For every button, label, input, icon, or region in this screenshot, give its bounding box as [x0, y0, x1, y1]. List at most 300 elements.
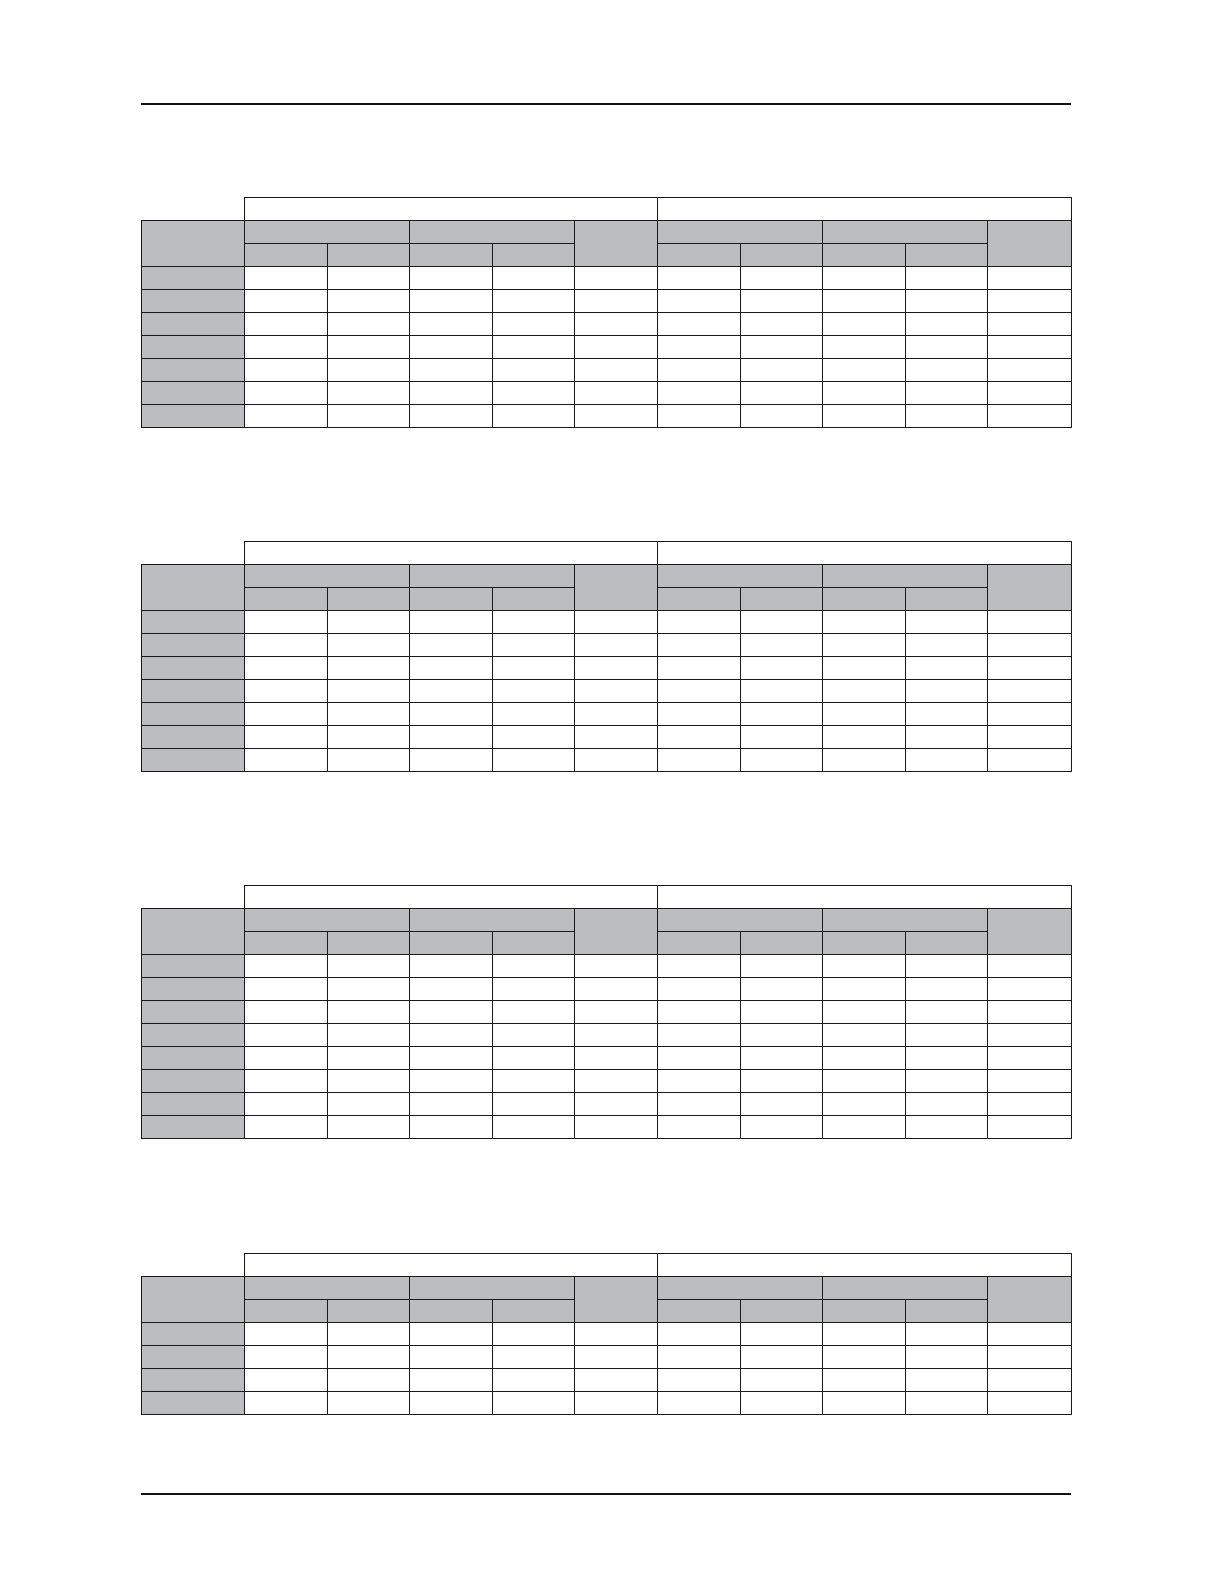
table-cell: [741, 267, 823, 290]
table-cell: [741, 1024, 823, 1047]
table-cell: [575, 703, 658, 726]
table-cell: [493, 680, 575, 703]
column-header: [741, 244, 823, 267]
subgroup-header: [823, 1277, 988, 1300]
table-cell: [988, 1001, 1072, 1024]
table-cell: [245, 1001, 328, 1024]
row-label: [142, 634, 245, 657]
group-header-left: [245, 542, 658, 565]
table-cell: [245, 657, 328, 680]
table-cell: [575, 336, 658, 359]
table-row: [142, 267, 1072, 290]
table-cell: [410, 313, 493, 336]
table-cell: [410, 1116, 493, 1139]
table-cell: [988, 1369, 1072, 1392]
table-cell: [988, 359, 1072, 382]
table-cell: [575, 978, 658, 1001]
table-cell: [410, 267, 493, 290]
table-row: [142, 1116, 1072, 1139]
column-header: [245, 244, 328, 267]
group-header-right: [658, 198, 1072, 221]
table-cell: [245, 267, 328, 290]
row-label-header: [142, 221, 245, 267]
group-header-row: [142, 198, 1072, 221]
table-cell: [823, 313, 906, 336]
row-label: [142, 382, 245, 405]
table-cell: [988, 1116, 1072, 1139]
column-header: [328, 244, 410, 267]
subgroup-header: [245, 1277, 410, 1300]
table-cell: [823, 1001, 906, 1024]
table-cell: [906, 1369, 988, 1392]
subgroup-header-row: [142, 565, 1072, 588]
row-label-header: [142, 909, 245, 955]
table-cell: [988, 1047, 1072, 1070]
table-cell: [493, 336, 575, 359]
table-row: [142, 726, 1072, 749]
table-cell: [410, 749, 493, 772]
table-cell: [245, 955, 328, 978]
table-cell: [988, 978, 1072, 1001]
total-header-right: [988, 221, 1072, 267]
column-header: [328, 588, 410, 611]
table-cell: [906, 749, 988, 772]
table-cell: [741, 1001, 823, 1024]
table-cell: [741, 634, 823, 657]
table-cell: [245, 336, 328, 359]
table-cell: [493, 405, 575, 428]
table-cell: [988, 267, 1072, 290]
table-row: [142, 1392, 1072, 1415]
data-table-2: [141, 541, 1072, 772]
subgroup-header: [410, 909, 575, 932]
table-cell: [328, 978, 410, 1001]
table-cell: [906, 611, 988, 634]
table-cell: [823, 634, 906, 657]
column-header: [658, 932, 741, 955]
table-cell: [328, 1369, 410, 1392]
table-cell: [988, 1346, 1072, 1369]
subgroup-header: [658, 1277, 823, 1300]
table-cell: [988, 726, 1072, 749]
column-header: [906, 588, 988, 611]
table-cell: [493, 1024, 575, 1047]
table-cell: [741, 405, 823, 428]
table-cell: [906, 726, 988, 749]
table-row: [142, 1323, 1072, 1346]
table-cell: [575, 1369, 658, 1392]
table-cell: [658, 703, 741, 726]
table-cell: [906, 336, 988, 359]
row-label: [142, 1001, 245, 1024]
table-cell: [741, 1070, 823, 1093]
table-cell: [493, 726, 575, 749]
table-row: [142, 1047, 1072, 1070]
table-cell: [906, 657, 988, 680]
table-cell: [658, 382, 741, 405]
table-cell: [906, 1323, 988, 1346]
table-cell: [823, 405, 906, 428]
table-cell: [575, 955, 658, 978]
table-cell: [493, 1369, 575, 1392]
table-cell: [988, 703, 1072, 726]
table-cell: [741, 1323, 823, 1346]
table-row: [142, 405, 1072, 428]
table-cell: [906, 382, 988, 405]
table-cell: [493, 955, 575, 978]
row-label: [142, 290, 245, 313]
table-cell: [823, 382, 906, 405]
column-header: [906, 244, 988, 267]
subgroup-header: [410, 221, 575, 244]
column-header: [658, 1300, 741, 1323]
table-row: [142, 703, 1072, 726]
group-header-left: [245, 198, 658, 221]
table-cell: [658, 749, 741, 772]
table-cell: [658, 313, 741, 336]
column-header: [823, 588, 906, 611]
table-cell: [575, 313, 658, 336]
table-cell: [823, 267, 906, 290]
table-cell: [410, 1346, 493, 1369]
table-cell: [741, 313, 823, 336]
table-cell: [823, 657, 906, 680]
table-cell: [328, 634, 410, 657]
table-cell: [410, 1024, 493, 1047]
table-cell: [741, 1093, 823, 1116]
column-header: [410, 244, 493, 267]
table-cell: [658, 611, 741, 634]
table-cell: [575, 267, 658, 290]
table-cell: [328, 1093, 410, 1116]
table-cell: [245, 359, 328, 382]
table-cell: [575, 359, 658, 382]
table-cell: [906, 1001, 988, 1024]
table-cell: [575, 382, 658, 405]
table-cell: [493, 382, 575, 405]
table-cell: [741, 657, 823, 680]
total-header-left: [575, 221, 658, 267]
table-cell: [245, 1093, 328, 1116]
table-cell: [906, 405, 988, 428]
total-header-right: [988, 1277, 1072, 1323]
table-row: [142, 657, 1072, 680]
total-header-left: [575, 909, 658, 955]
table-cell: [741, 1369, 823, 1392]
group-header-row: [142, 1254, 1072, 1277]
column-header: [906, 932, 988, 955]
row-label: [142, 359, 245, 382]
table-cell: [493, 703, 575, 726]
table-cell: [493, 978, 575, 1001]
table-cell: [328, 267, 410, 290]
table-cell: [741, 359, 823, 382]
table-cell: [823, 726, 906, 749]
table-cell: [410, 955, 493, 978]
table-row: [142, 634, 1072, 657]
table-cell: [493, 657, 575, 680]
table-cell: [410, 1001, 493, 1024]
table-cell: [245, 382, 328, 405]
table-cell: [906, 680, 988, 703]
table-cell: [245, 726, 328, 749]
table-cell: [988, 1024, 1072, 1047]
table-cell: [906, 290, 988, 313]
corner-blank: [142, 198, 245, 221]
table-cell: [328, 1047, 410, 1070]
table-cell: [493, 1392, 575, 1415]
column-header: [328, 1300, 410, 1323]
table-cell: [245, 1392, 328, 1415]
table-cell: [493, 1323, 575, 1346]
table-cell: [493, 267, 575, 290]
table-cell: [988, 749, 1072, 772]
table-cell: [906, 1346, 988, 1369]
table-cell: [410, 978, 493, 1001]
table-cell: [328, 1116, 410, 1139]
column-header: [741, 588, 823, 611]
table-cell: [741, 703, 823, 726]
column-header: [328, 932, 410, 955]
table-cell: [328, 382, 410, 405]
subgroup-header-row: [142, 1277, 1072, 1300]
table-cell: [988, 1392, 1072, 1415]
table-cell: [658, 1070, 741, 1093]
corner-blank: [142, 1254, 245, 1277]
row-label: [142, 1070, 245, 1093]
column-header: [741, 1300, 823, 1323]
table-cell: [741, 978, 823, 1001]
table-cell: [245, 634, 328, 657]
table-cell: [988, 382, 1072, 405]
table-row: [142, 955, 1072, 978]
table-cell: [658, 359, 741, 382]
group-header-row: [142, 886, 1072, 909]
column-header: [245, 1300, 328, 1323]
table-cell: [823, 703, 906, 726]
table-cell: [575, 1024, 658, 1047]
table-cell: [906, 1116, 988, 1139]
column-header: [245, 932, 328, 955]
table-cell: [575, 1093, 658, 1116]
table-cell: [410, 1070, 493, 1093]
table-cell: [575, 749, 658, 772]
table-cell: [741, 680, 823, 703]
table-row: [142, 290, 1072, 313]
subgroup-header: [410, 1277, 575, 1300]
table-cell: [906, 703, 988, 726]
table-cell: [823, 978, 906, 1001]
table-cell: [741, 336, 823, 359]
table-cell: [988, 680, 1072, 703]
table-cell: [658, 1323, 741, 1346]
table-cell: [245, 749, 328, 772]
table-cell: [906, 1093, 988, 1116]
column-header: [823, 932, 906, 955]
total-header-left: [575, 1277, 658, 1323]
subgroup-header: [658, 565, 823, 588]
table-cell: [493, 290, 575, 313]
table-cell: [328, 955, 410, 978]
table-cell: [823, 290, 906, 313]
subgroup-header: [410, 565, 575, 588]
table-cell: [906, 1070, 988, 1093]
table-cell: [410, 1369, 493, 1392]
table-cell: [988, 611, 1072, 634]
subgroup-header: [823, 565, 988, 588]
table-cell: [328, 290, 410, 313]
table-cell: [493, 1346, 575, 1369]
row-label: [142, 405, 245, 428]
table-row: [142, 336, 1072, 359]
table-cell: [823, 336, 906, 359]
table-cell: [988, 955, 1072, 978]
table-cell: [410, 611, 493, 634]
column-header: [906, 1300, 988, 1323]
corner-blank: [142, 542, 245, 565]
table-row: [142, 1093, 1072, 1116]
table-cell: [658, 1001, 741, 1024]
table-cell: [410, 680, 493, 703]
table-cell: [328, 359, 410, 382]
row-label: [142, 267, 245, 290]
table-cell: [410, 359, 493, 382]
table-cell: [575, 680, 658, 703]
column-header: [493, 244, 575, 267]
table-cell: [575, 634, 658, 657]
table-cell: [906, 1047, 988, 1070]
row-label: [142, 336, 245, 359]
table-cell: [988, 1323, 1072, 1346]
table-cell: [741, 1047, 823, 1070]
table-cell: [245, 978, 328, 1001]
table-cell: [741, 290, 823, 313]
table-cell: [658, 726, 741, 749]
table-cell: [823, 1369, 906, 1392]
table-cell: [328, 336, 410, 359]
table-cell: [575, 1116, 658, 1139]
table-cell: [658, 1093, 741, 1116]
table-cell: [245, 1346, 328, 1369]
table-cell: [906, 313, 988, 336]
column-header: [410, 932, 493, 955]
column-header: [493, 588, 575, 611]
footer-rule: [141, 1493, 1071, 1495]
total-header-left: [575, 565, 658, 611]
row-label: [142, 611, 245, 634]
group-header-row: [142, 542, 1072, 565]
data-table-1: [141, 197, 1072, 428]
column-header: [658, 588, 741, 611]
table-cell: [410, 1323, 493, 1346]
table-cell: [906, 359, 988, 382]
table-cell: [328, 680, 410, 703]
table-cell: [575, 1001, 658, 1024]
table-cell: [410, 1047, 493, 1070]
table-cell: [575, 657, 658, 680]
subgroup-header: [658, 909, 823, 932]
table-cell: [328, 1392, 410, 1415]
table-cell: [741, 1116, 823, 1139]
column-header: [410, 1300, 493, 1323]
table-row: [142, 1024, 1072, 1047]
table-cell: [658, 978, 741, 1001]
table-cell: [988, 290, 1072, 313]
table-cell: [658, 267, 741, 290]
table-cell: [658, 1392, 741, 1415]
column-header: [823, 1300, 906, 1323]
table-cell: [493, 1116, 575, 1139]
subgroup-header: [245, 909, 410, 932]
table-row: [142, 611, 1072, 634]
table-cell: [493, 313, 575, 336]
table-cell: [988, 1070, 1072, 1093]
table-row: [142, 313, 1072, 336]
group-header-right: [658, 886, 1072, 909]
table-cell: [988, 405, 1072, 428]
table-cell: [906, 955, 988, 978]
group-header-right: [658, 542, 1072, 565]
table-cell: [575, 726, 658, 749]
table-row: [142, 1070, 1072, 1093]
group-header-right: [658, 1254, 1072, 1277]
table-cell: [410, 290, 493, 313]
table-cell: [658, 680, 741, 703]
group-header-left: [245, 1254, 658, 1277]
table-cell: [988, 634, 1072, 657]
table-cell: [575, 290, 658, 313]
table-cell: [410, 382, 493, 405]
table-cell: [988, 1093, 1072, 1116]
column-header: [741, 932, 823, 955]
table-cell: [575, 1323, 658, 1346]
table-cell: [410, 405, 493, 428]
row-label: [142, 1392, 245, 1415]
table-cell: [823, 1392, 906, 1415]
table-cell: [988, 336, 1072, 359]
table-cell: [658, 336, 741, 359]
table-cell: [493, 359, 575, 382]
column-header: [245, 588, 328, 611]
table-cell: [245, 1047, 328, 1070]
table-cell: [741, 1392, 823, 1415]
table-cell: [906, 978, 988, 1001]
table-cell: [410, 1392, 493, 1415]
table-row: [142, 1001, 1072, 1024]
row-label: [142, 1093, 245, 1116]
subgroup-header-row: [142, 221, 1072, 244]
table-cell: [823, 680, 906, 703]
table-cell: [493, 634, 575, 657]
table-cell: [658, 1116, 741, 1139]
table-cell: [493, 1070, 575, 1093]
table-cell: [823, 611, 906, 634]
table-cell: [658, 1369, 741, 1392]
table-row: [142, 382, 1072, 405]
table-cell: [245, 1323, 328, 1346]
subgroup-header: [823, 221, 988, 244]
table-cell: [245, 611, 328, 634]
table-cell: [493, 1093, 575, 1116]
table-row: [142, 1369, 1072, 1392]
table-cell: [658, 1024, 741, 1047]
corner-blank: [142, 886, 245, 909]
row-label: [142, 657, 245, 680]
table-cell: [823, 1070, 906, 1093]
row-label: [142, 1047, 245, 1070]
column-header: [493, 1300, 575, 1323]
table-cell: [245, 405, 328, 428]
